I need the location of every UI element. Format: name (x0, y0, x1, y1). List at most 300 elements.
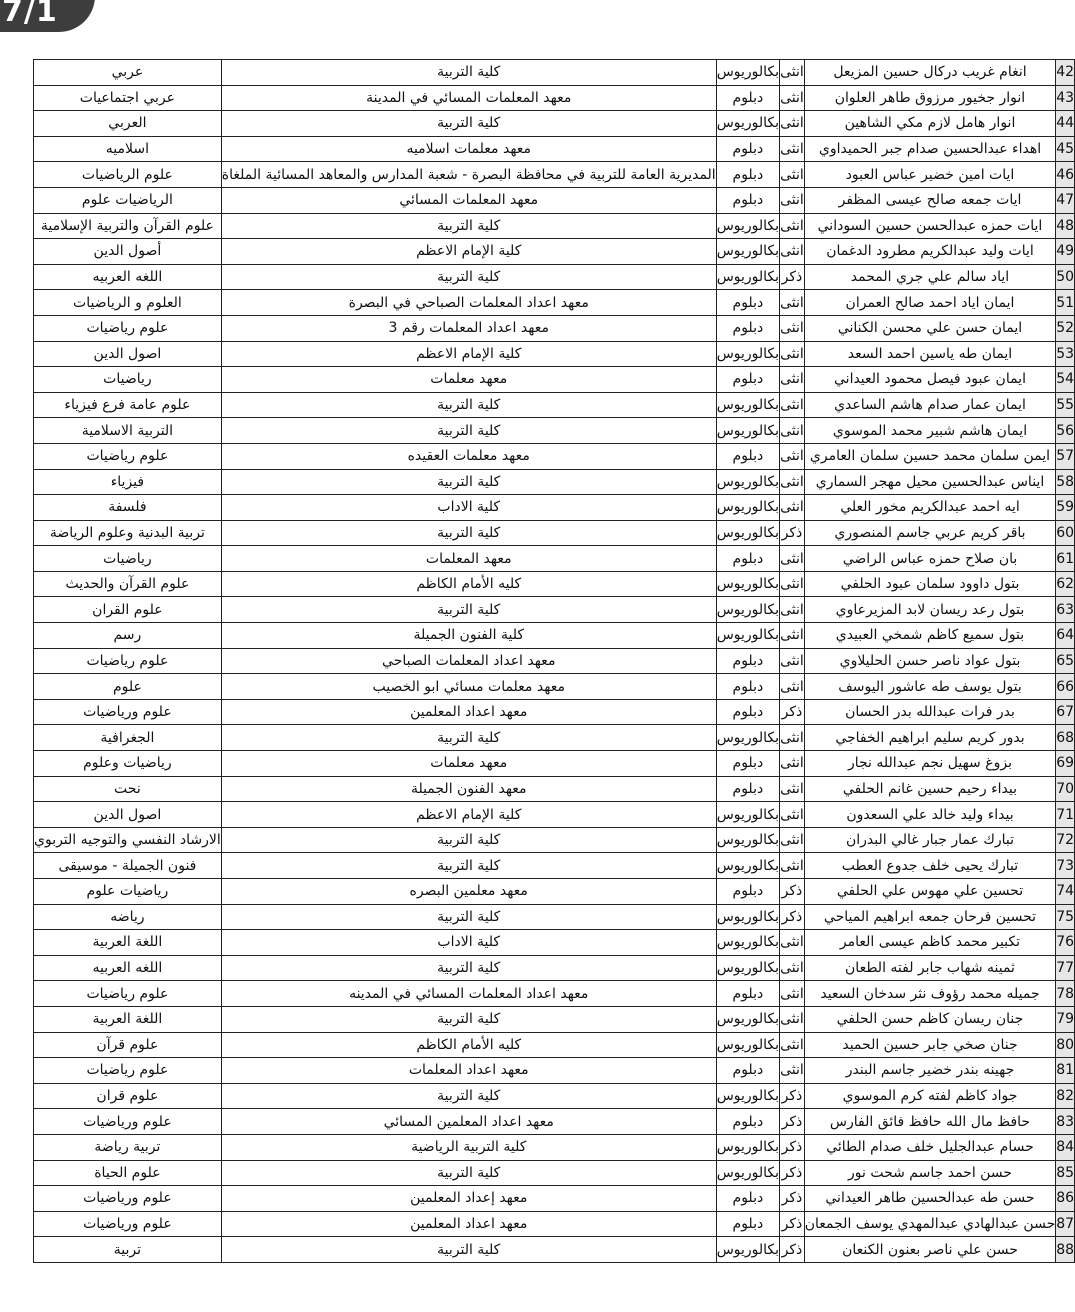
row-number-text: 61 (1056, 550, 1075, 567)
institution-text: معهد اعداد المعلمات (408, 1062, 529, 1079)
specialization-cell (34, 315, 222, 341)
specialization-text: علوم ورياضيات (83, 1113, 172, 1130)
gender-text: انثى (780, 985, 804, 1002)
certificate-text: دبلوم (732, 755, 764, 772)
specialization-cell (34, 981, 222, 1007)
row-number-cell (1056, 648, 1075, 674)
institution-cell (221, 623, 716, 649)
row-number-text: 43 (1056, 89, 1075, 106)
gender-text: ذكر (781, 1139, 803, 1156)
institution-cell (221, 981, 716, 1007)
specialization-cell (34, 571, 222, 597)
certificate-cell (716, 315, 779, 341)
gender-text: انثى (780, 857, 804, 874)
institution-cell (221, 776, 716, 802)
institution-cell (221, 1211, 716, 1237)
certificate-text: بكالوريوس (716, 499, 780, 516)
row-number-cell (1056, 571, 1075, 597)
person-name-cell (804, 1032, 1055, 1058)
certificate-cell (716, 699, 779, 725)
row-number-cell (1056, 623, 1075, 649)
certificate-text: دبلوم (732, 883, 764, 900)
institution-text: معهد اعداد المعلمات الصباحي في البصرة (348, 294, 589, 311)
gender-text: انثى (780, 550, 804, 567)
gender-cell (780, 315, 805, 341)
certificate-cell (716, 418, 779, 444)
table-row (34, 853, 1075, 879)
table-row (34, 136, 1075, 162)
row-number-cell (1056, 674, 1075, 700)
table-row (34, 751, 1075, 777)
gender-text: ذكر (781, 1088, 803, 1105)
row-number-text: 45 (1056, 141, 1075, 158)
row-number-text: 69 (1056, 755, 1075, 772)
gender-cell (780, 213, 805, 239)
specialization-cell (34, 879, 222, 905)
person-name-text: اياد سالم علي جري المحمد (850, 269, 1010, 286)
person-name-cell (804, 443, 1055, 469)
certificate-cell (716, 751, 779, 777)
gender-cell (780, 597, 805, 623)
table-row (34, 520, 1075, 546)
institution-cell (221, 546, 716, 572)
specialization-cell (34, 1134, 222, 1160)
gender-cell (780, 367, 805, 393)
row-number-cell (1056, 1058, 1075, 1084)
person-name-cell (804, 111, 1055, 137)
certificate-cell (716, 930, 779, 956)
certificate-text: بكالوريوس (716, 1164, 780, 1181)
gender-cell (780, 290, 805, 316)
gender-cell (780, 1058, 805, 1084)
certificate-cell (716, 469, 779, 495)
institution-cell (221, 571, 716, 597)
certificate-text: بكالوريوس (716, 627, 780, 644)
person-name-text: ايمان عبود فيصل محمود العيداني (834, 371, 1026, 388)
certificate-cell (716, 623, 779, 649)
certificate-cell (716, 597, 779, 623)
specialization-cell (34, 162, 222, 188)
certificate-cell (716, 1083, 779, 1109)
gender-cell (780, 495, 805, 521)
row-number-cell (1056, 367, 1075, 393)
row-number-text: 67 (1056, 704, 1075, 721)
table-row (34, 315, 1075, 341)
certificate-text: بكالوريوس (716, 857, 780, 874)
institution-text: معهد معلمات العقيده (407, 448, 530, 465)
gender-text: ذكر (781, 883, 803, 900)
row-number-text: 58 (1056, 473, 1075, 490)
gender-text: انثى (780, 217, 804, 234)
certificate-text: بكالوريوس (716, 1088, 780, 1105)
table-row (34, 239, 1075, 265)
institution-cell (221, 264, 716, 290)
table-row (34, 725, 1075, 751)
row-number-cell (1056, 213, 1075, 239)
institution-text: معهد معلمات مسائي ابو الخصيب (372, 678, 565, 695)
gender-text: ذكر (781, 269, 803, 286)
gender-cell (780, 392, 805, 418)
institution-text: كلية التربية (437, 473, 501, 490)
specialization-cell (34, 751, 222, 777)
institution-text: معهد المعلمات المسائي (399, 192, 539, 209)
specialization-text: علوم رياضيات (86, 320, 169, 337)
person-name-cell (804, 367, 1055, 393)
institution-cell (221, 418, 716, 444)
row-number-cell (1056, 111, 1075, 137)
row-number-text: 74 (1056, 883, 1075, 900)
certificate-cell (716, 802, 779, 828)
table-row (34, 85, 1075, 111)
institution-text: المديرية العامة للتربية في محافظة البصرة - شعبة المدارس والمعاهد المسائية الملغاة (221, 166, 716, 183)
row-number-text: 78 (1056, 985, 1075, 1002)
table-row (34, 1160, 1075, 1186)
certificate-text: بكالوريوس (716, 960, 780, 977)
certificate-cell (716, 1237, 779, 1263)
gender-text: انثى (780, 934, 804, 951)
row-number-text: 47 (1056, 192, 1075, 209)
certificate-cell (716, 239, 779, 265)
specialization-cell (34, 674, 222, 700)
person-name-cell (804, 571, 1055, 597)
person-name-text: حسن طه عبدالحسين طاهر العيداني (825, 1190, 1035, 1207)
row-number-text: 83 (1056, 1113, 1075, 1130)
specialization-text: العربي (108, 115, 147, 132)
specialization-cell (34, 853, 222, 879)
person-name-cell (804, 1083, 1055, 1109)
table-row (34, 341, 1075, 367)
gender-cell (780, 60, 805, 86)
gender-text: انثى (780, 294, 804, 311)
specialization-cell (34, 546, 222, 572)
person-name-text: جنان ريسان كاظم حسن الحلفي (836, 1011, 1024, 1028)
institution-text: كلية الاداب (437, 499, 501, 516)
person-name-cell (804, 648, 1055, 674)
row-number-cell (1056, 802, 1075, 828)
specialization-text: الرياضيات علوم (81, 192, 173, 209)
certificate-text: بكالوريوس (716, 243, 780, 260)
person-name-cell (804, 981, 1055, 1007)
row-number-cell (1056, 443, 1075, 469)
certificate-text: بكالوريوس (716, 473, 780, 490)
person-name-text: بتول سميع كاظم شمخي العبيدي (835, 627, 1025, 644)
row-number-text: 50 (1056, 269, 1075, 286)
person-name-cell (804, 955, 1055, 981)
specialization-cell (34, 1006, 222, 1032)
gender-cell (780, 904, 805, 930)
certificate-cell (716, 520, 779, 546)
certificate-text: دبلوم (732, 678, 764, 695)
table-row (34, 392, 1075, 418)
institution-cell (221, 520, 716, 546)
certificate-text: بكالوريوس (716, 908, 780, 925)
person-name-text: ايمان هاشم شبير محمد الموسوي (832, 422, 1028, 439)
institution-text: كلية الإمام الاعظم (416, 806, 522, 823)
table-row (34, 213, 1075, 239)
person-name-text: حسن احمد جاسم شحت نور (848, 1164, 1012, 1181)
table-row (34, 1083, 1075, 1109)
institution-text: معهد الفنون الجميلة (410, 780, 527, 797)
gender-cell (780, 520, 805, 546)
specialization-cell (34, 443, 222, 469)
certificate-cell (716, 1211, 779, 1237)
specialization-cell (34, 1211, 222, 1237)
person-name-cell (804, 392, 1055, 418)
row-number-cell (1056, 187, 1075, 213)
row-number-text: 75 (1056, 908, 1075, 925)
institution-text: كلية التربية (437, 1241, 501, 1258)
gender-text: انثى (780, 627, 804, 644)
gender-cell (780, 546, 805, 572)
row-number-cell (1056, 930, 1075, 956)
row-number-cell (1056, 981, 1075, 1007)
table-row (34, 290, 1075, 316)
certificate-cell (716, 571, 779, 597)
table-row (34, 699, 1075, 725)
certificate-cell (716, 162, 779, 188)
gender-cell (780, 1006, 805, 1032)
specialization-text: تربية البدنية وعلوم الرياضة (49, 524, 205, 541)
specialization-text: علوم قران (96, 1088, 159, 1105)
specialization-text: فلسفة (108, 499, 147, 516)
person-name-cell (804, 290, 1055, 316)
person-name-text: باقر كريم عربي جاسم المنصوري (834, 524, 1026, 541)
row-number-text: 44 (1056, 115, 1075, 132)
institution-cell (221, 85, 716, 111)
person-name-cell (804, 341, 1055, 367)
gender-text: انثى (780, 397, 804, 414)
table-row (34, 495, 1075, 521)
certificate-text: بكالوريوس (716, 601, 780, 618)
gender-text: انثى (780, 371, 804, 388)
table-row (34, 981, 1075, 1007)
certificate-cell (716, 879, 779, 905)
person-name-text: ايمان طه ياسين احمد السعد (847, 345, 1013, 362)
institution-cell (221, 699, 716, 725)
certificate-cell (716, 853, 779, 879)
gender-cell (780, 699, 805, 725)
institution-cell (221, 367, 716, 393)
table-row (34, 904, 1075, 930)
person-name-cell (804, 699, 1055, 725)
gender-cell (780, 443, 805, 469)
row-number-cell (1056, 418, 1075, 444)
row-number-text: 54 (1056, 371, 1075, 388)
institution-text: معهد المعلمات المسائي في المدينة (366, 89, 572, 106)
institution-cell (221, 1083, 716, 1109)
certificate-text: دبلوم (732, 192, 764, 209)
person-name-text: جنان صخي جابر حسين الحميد (842, 1036, 1018, 1053)
row-number-cell (1056, 879, 1075, 905)
certificate-text: بكالوريوس (716, 64, 780, 81)
table-row (34, 264, 1075, 290)
row-number-text: 81 (1056, 1062, 1075, 1079)
institution-cell (221, 1186, 716, 1212)
institution-cell (221, 469, 716, 495)
person-name-text: ايمان عمار صدام هاشم الساعدي (834, 397, 1026, 414)
person-name-text: انغام غريب دركال حسين المزيعل (833, 64, 1027, 81)
specialization-text: رياضيات (103, 371, 152, 388)
row-number-cell (1056, 469, 1075, 495)
specialization-cell (34, 1058, 222, 1084)
institution-text: كلية التربية (437, 115, 501, 132)
row-number-cell (1056, 315, 1075, 341)
institution-cell (221, 648, 716, 674)
gender-cell (780, 187, 805, 213)
row-number-cell (1056, 699, 1075, 725)
institution-cell (221, 751, 716, 777)
institution-text: كليه الأمام الكاظم (416, 576, 522, 593)
specialization-cell (34, 776, 222, 802)
institution-cell (221, 60, 716, 86)
person-name-text: بتول عواد ناصر حسن الحليلاوي (839, 652, 1021, 669)
row-number-cell (1056, 60, 1075, 86)
person-name-text: جهينه بندر خضير جاسم البندر (845, 1062, 1015, 1079)
certificate-text: دبلوم (732, 166, 764, 183)
specialization-text: علوم رياضيات (86, 652, 169, 669)
specialization-cell (34, 392, 222, 418)
certificate-text: بكالوريوس (716, 576, 780, 593)
gender-text: ذكر (781, 1241, 803, 1258)
table-row (34, 597, 1075, 623)
row-number-cell (1056, 1134, 1075, 1160)
institution-text: معهد اعداد المعلمين المسائي (383, 1113, 554, 1130)
certificate-cell (716, 392, 779, 418)
table-row (34, 623, 1075, 649)
institution-text: كلية التربية (437, 1164, 501, 1181)
staff-roster-table (33, 59, 1075, 1263)
certificate-text: دبلوم (732, 1190, 764, 1207)
row-number-cell (1056, 162, 1075, 188)
specialization-text: فنون الجميلة - موسيقى (58, 857, 197, 874)
certificate-cell (716, 290, 779, 316)
institution-cell (221, 1237, 716, 1263)
specialization-text: علوم ورياضيات (83, 704, 172, 721)
person-name-text: تحسين فرحان جمعه ابراهيم المياحي (823, 908, 1037, 925)
certificate-text: بكالوريوس (716, 422, 780, 439)
certificate-cell (716, 1134, 779, 1160)
person-name-text: بتول رعد ريسان لابد المزيرعاوي (835, 601, 1025, 618)
gender-cell (780, 1134, 805, 1160)
person-name-cell (804, 418, 1055, 444)
person-name-text: ايناس عبدالحسين محيل مهجر السماري (815, 473, 1045, 490)
specialization-cell (34, 1032, 222, 1058)
gender-cell (780, 1211, 805, 1237)
certificate-cell (716, 1058, 779, 1084)
certificate-cell (716, 264, 779, 290)
specialization-cell (34, 930, 222, 956)
institution-text: معهد معلمات (430, 755, 508, 772)
row-number-text: 68 (1056, 729, 1075, 746)
institution-text: كلية التربية (437, 524, 501, 541)
institution-text: كلية التربية (437, 422, 501, 439)
certificate-text: بكالوريوس (716, 269, 780, 286)
certificate-text: دبلوم (732, 780, 764, 797)
gender-text: انثى (780, 755, 804, 772)
institution-cell (221, 674, 716, 700)
gender-text: انثى (780, 806, 804, 823)
certificate-text: دبلوم (732, 985, 764, 1002)
person-name-cell (804, 85, 1055, 111)
row-number-cell (1056, 1109, 1075, 1135)
certificate-cell (716, 85, 779, 111)
row-number-cell (1056, 1211, 1075, 1237)
person-name-text: تبارك عمار جبار غالي البدران (845, 832, 1015, 849)
institution-cell (221, 111, 716, 137)
institution-cell (221, 725, 716, 751)
person-name-text: بتول داوود سلمان عبود الحلفي (840, 576, 1020, 593)
row-number-text: 76 (1056, 934, 1075, 951)
person-name-cell (804, 904, 1055, 930)
specialization-text: علوم عامة فرع فيزياء (64, 397, 191, 414)
certificate-text: بكالوريوس (716, 806, 780, 823)
specialization-cell (34, 111, 222, 137)
certificate-cell (716, 1032, 779, 1058)
table-row (34, 418, 1075, 444)
gender-cell (780, 981, 805, 1007)
certificate-text: دبلوم (732, 294, 764, 311)
specialization-text: اسلاميه (105, 141, 149, 158)
table-row (34, 162, 1075, 188)
table-row (34, 1006, 1075, 1032)
table-row (34, 1186, 1075, 1212)
row-number-cell (1056, 725, 1075, 751)
person-name-text: حسن علي ناصر بعنون الكنعان (842, 1241, 1018, 1258)
gender-text: ذكر (781, 1113, 803, 1130)
specialization-cell (34, 187, 222, 213)
institution-cell (221, 290, 716, 316)
specialization-cell (34, 264, 222, 290)
institution-text: كلية الإمام الاعظم (416, 243, 522, 260)
person-name-text: جميله محمد رؤوف نثر سدخان السعيد (820, 985, 1040, 1002)
institution-cell (221, 955, 716, 981)
certificate-cell (716, 367, 779, 393)
row-number-cell (1056, 904, 1075, 930)
person-name-text: بيداء وليد خالد علي السعدون (846, 806, 1014, 823)
institution-text: كلية التربية (437, 960, 501, 977)
table-row (34, 469, 1075, 495)
gender-cell (780, 751, 805, 777)
gender-text: ذكر (781, 1190, 803, 1207)
specialization-cell (34, 469, 222, 495)
specialization-cell (34, 60, 222, 86)
certificate-text: بكالوريوس (716, 1036, 780, 1053)
specialization-text: تربية رياضة (94, 1139, 161, 1156)
table-row (34, 827, 1075, 853)
gender-cell (780, 418, 805, 444)
specialization-text: العلوم و الرياضيات (73, 294, 182, 311)
table-row (34, 1109, 1075, 1135)
institution-text: معهد إعداد المعلمين (410, 1190, 528, 1207)
row-number-text: 49 (1056, 243, 1075, 260)
certificate-text: بكالوريوس (716, 397, 780, 414)
specialization-cell (34, 904, 222, 930)
person-name-cell (804, 879, 1055, 905)
table-row (34, 546, 1075, 572)
certificate-cell (716, 341, 779, 367)
gender-text: انثى (780, 115, 804, 132)
person-name-cell (804, 162, 1055, 188)
certificate-text: دبلوم (732, 652, 764, 669)
specialization-text: فيزياء (110, 473, 145, 490)
person-name-text: حسن عبدالهادي عبدالمهدي يوسف الجمعان (804, 1216, 1056, 1233)
person-name-cell (804, 1058, 1055, 1084)
certificate-text: بكالوريوس (716, 1241, 780, 1258)
row-number-cell (1056, 546, 1075, 572)
table-row (34, 802, 1075, 828)
gender-text: انثى (780, 166, 804, 183)
gender-cell (780, 239, 805, 265)
